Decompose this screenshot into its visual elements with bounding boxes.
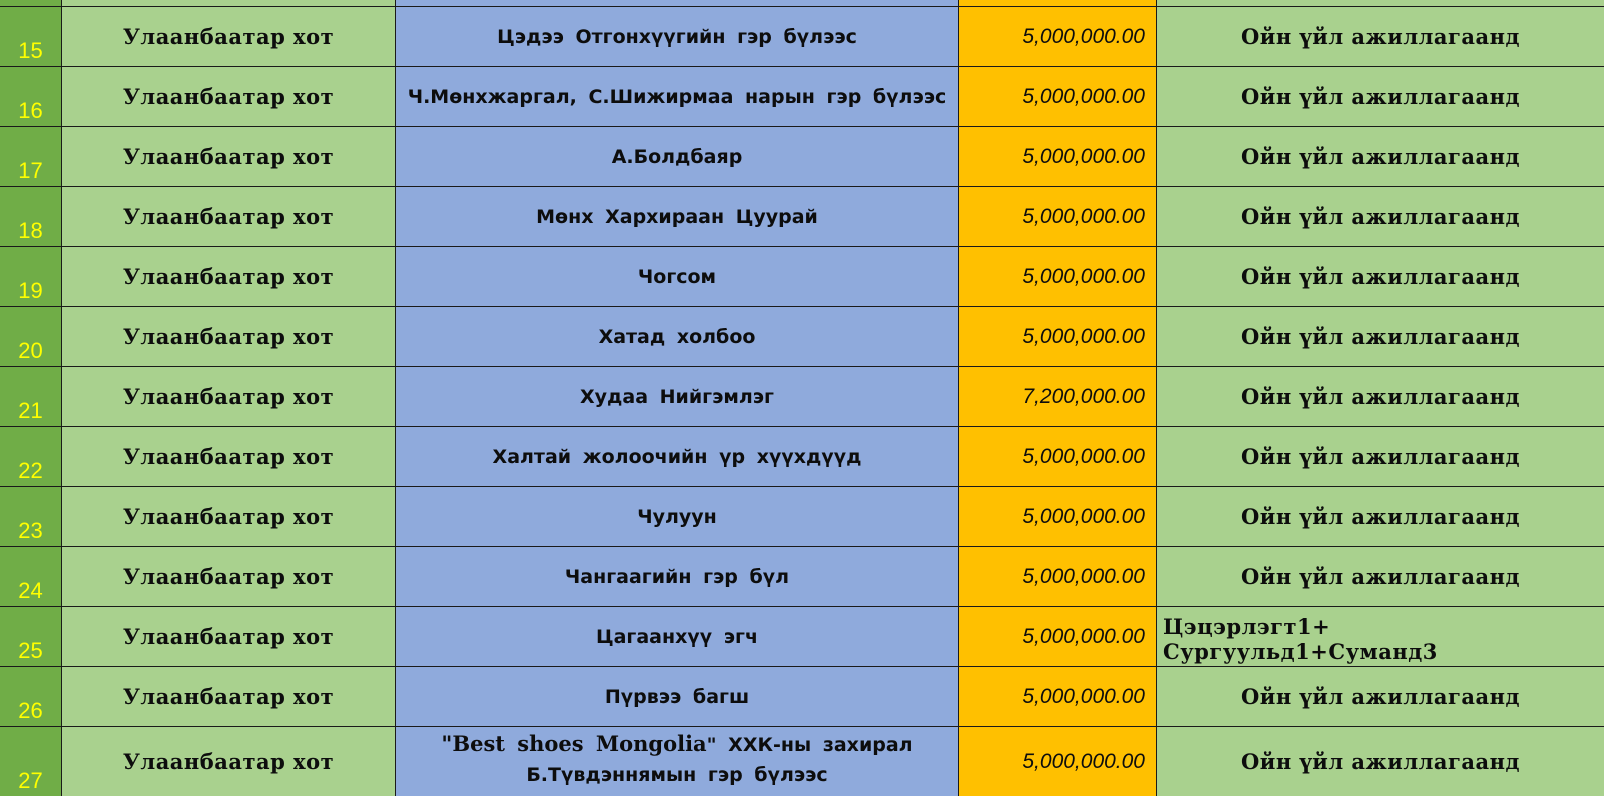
purpose-cell[interactable]: Ойн үйл ажиллагаанд (1157, 427, 1604, 487)
city-cell[interactable]: Улаанбаатар хот (62, 367, 396, 427)
city-cell[interactable]: Улаанбаатар хот (62, 607, 396, 667)
amount-cell[interactable]: 5,000,000.00 (959, 307, 1157, 367)
donor-name-cell[interactable] (396, 727, 959, 796)
quote-open: " (441, 731, 453, 756)
amount-cell[interactable]: 5,000,000.00 (959, 607, 1157, 667)
city-cell[interactable]: Улаанбаатар хот (62, 727, 396, 796)
donor-name-cell[interactable]: А.Болдбаяр (396, 127, 959, 187)
table-row (0, 127, 1604, 187)
donor-name-line-2: Б.Түвдэннямын гэр бүлээс (526, 764, 828, 786)
city-cell[interactable]: Улаанбаатар хот (62, 427, 396, 487)
row-number-cell[interactable]: 22 (0, 427, 62, 487)
amount-cell[interactable]: 5,000,000.00 (959, 247, 1157, 307)
table-row (0, 367, 1604, 427)
amount-cell[interactable]: 5,000,000.00 (959, 547, 1157, 607)
city-cell[interactable]: Улаанбаатар хот (62, 127, 396, 187)
table-row (0, 7, 1604, 67)
donor-name-cell[interactable]: Худаа Нийгэмлэг (396, 367, 959, 427)
row-number-cell[interactable]: 23 (0, 487, 62, 547)
city-cell[interactable] (62, 0, 396, 7)
amount-cell[interactable]: 5,000,000.00 (959, 7, 1157, 67)
row-number-cell[interactable]: 20 (0, 307, 62, 367)
row-number-cell[interactable]: 21 (0, 367, 62, 427)
city-cell[interactable]: Улаанбаатар хот (62, 667, 396, 727)
amount-cell[interactable] (959, 0, 1157, 7)
previous-row-fragment (0, 0, 1604, 7)
row-number-cell[interactable]: 19 (0, 247, 62, 307)
purpose-cell[interactable]: Ойн үйл ажиллагаанд (1157, 7, 1604, 67)
table-row (0, 487, 1604, 547)
city-cell[interactable]: Улаанбаатар хот (62, 7, 396, 67)
city-cell[interactable]: Улаанбаатар хот (62, 247, 396, 307)
donor-name-cell[interactable]: Чогсом (396, 247, 959, 307)
city-cell[interactable]: Улаанбаатар хот (62, 487, 396, 547)
city-cell[interactable]: Улаанбаатар хот (62, 547, 396, 607)
purpose-cell[interactable]: Ойн үйл ажиллагаанд (1157, 307, 1604, 367)
donor-name-cell[interactable]: Мөнх Хархираан Цуурай (396, 187, 959, 247)
amount-cell[interactable]: 5,000,000.00 (959, 667, 1157, 727)
donor-name-cell[interactable]: Ч.Мөнхжаргал, С.Шижирмаа нарын гэр бүлээс (396, 67, 959, 127)
row-number-cell[interactable]: 24 (0, 547, 62, 607)
table-row (0, 187, 1604, 247)
amount-cell[interactable]: 5,000,000.00 (959, 127, 1157, 187)
table-row (0, 607, 1604, 667)
row-number-cell[interactable]: 16 (0, 67, 62, 127)
purpose-cell[interactable]: Ойн үйл ажиллагаанд (1157, 487, 1604, 547)
row-number-cell[interactable]: 15 (0, 7, 62, 67)
amount-cell[interactable]: 5,000,000.00 (959, 427, 1157, 487)
company-brand-name: Best shoes Mongolia (452, 731, 707, 756)
purpose-cell[interactable]: Ойн үйл ажиллагаанд (1157, 367, 1604, 427)
table-row (0, 427, 1604, 487)
city-cell[interactable]: Улаанбаатар хот (62, 307, 396, 367)
purpose-cell[interactable]: Ойн үйл ажиллагаанд (1157, 247, 1604, 307)
purpose-cell[interactable]: Ойн үйл ажиллагаанд (1157, 127, 1604, 187)
purpose-cell[interactable]: Ойн үйл ажиллагаанд (1157, 67, 1604, 127)
row-number-cell[interactable]: 17 (0, 127, 62, 187)
amount-cell[interactable]: 5,000,000.00 (959, 487, 1157, 547)
company-title-rest: " ХХК-ны захирал (706, 734, 913, 756)
donor-name-cell[interactable]: Цэдээ Отгонхүүгийн гэр бүлээс (396, 7, 959, 67)
city-cell[interactable]: Улаанбаатар хот (62, 187, 396, 247)
donor-name-line-1 (441, 729, 912, 760)
row-number-cell[interactable]: 25 (0, 607, 62, 667)
amount-cell[interactable]: 5,000,000.00 (959, 67, 1157, 127)
table-row (0, 547, 1604, 607)
table-row (0, 67, 1604, 127)
amount-cell[interactable]: 5,000,000.00 (959, 187, 1157, 247)
table-row (0, 307, 1604, 367)
table-row (0, 247, 1604, 307)
row-number-cell[interactable]: 26 (0, 667, 62, 727)
table-row (0, 667, 1604, 727)
amount-cell[interactable]: 7,200,000.00 (959, 367, 1157, 427)
donor-name-cell[interactable]: Пүрвээ багш (396, 667, 959, 727)
donor-name-cell[interactable]: Хатад холбоо (396, 307, 959, 367)
purpose-cell[interactable]: Ойн үйл ажиллагаанд (1157, 187, 1604, 247)
name-cell[interactable] (396, 0, 959, 7)
donor-name-cell[interactable]: Чулуун (396, 487, 959, 547)
amount-cell[interactable]: 5,000,000.00 (959, 727, 1157, 796)
purpose-cell[interactable]: Ойн үйл ажиллагаанд (1157, 667, 1604, 727)
purpose-cell[interactable] (1157, 0, 1604, 7)
purpose-cell[interactable]: Ойн үйл ажиллагаанд (1157, 547, 1604, 607)
number-cell[interactable] (0, 0, 62, 7)
table-row (0, 727, 1604, 796)
donor-name-cell[interactable]: Цагаанхүү эгч (396, 607, 959, 667)
city-cell[interactable]: Улаанбаатар хот (62, 67, 396, 127)
row-number-cell[interactable]: 18 (0, 187, 62, 247)
row-number-cell[interactable]: 27 (0, 727, 62, 796)
donor-name-cell[interactable]: Халтай жолоочийн үр хүүхдүүд (396, 427, 959, 487)
donor-name-cell[interactable]: Чангаагийн гэр бүл (396, 547, 959, 607)
purpose-cell[interactable]: Ойн үйл ажиллагаанд (1157, 727, 1604, 796)
purpose-cell[interactable]: Цэцэрлэгт1+ Сургуульд1+Суманд3 (1157, 607, 1604, 667)
